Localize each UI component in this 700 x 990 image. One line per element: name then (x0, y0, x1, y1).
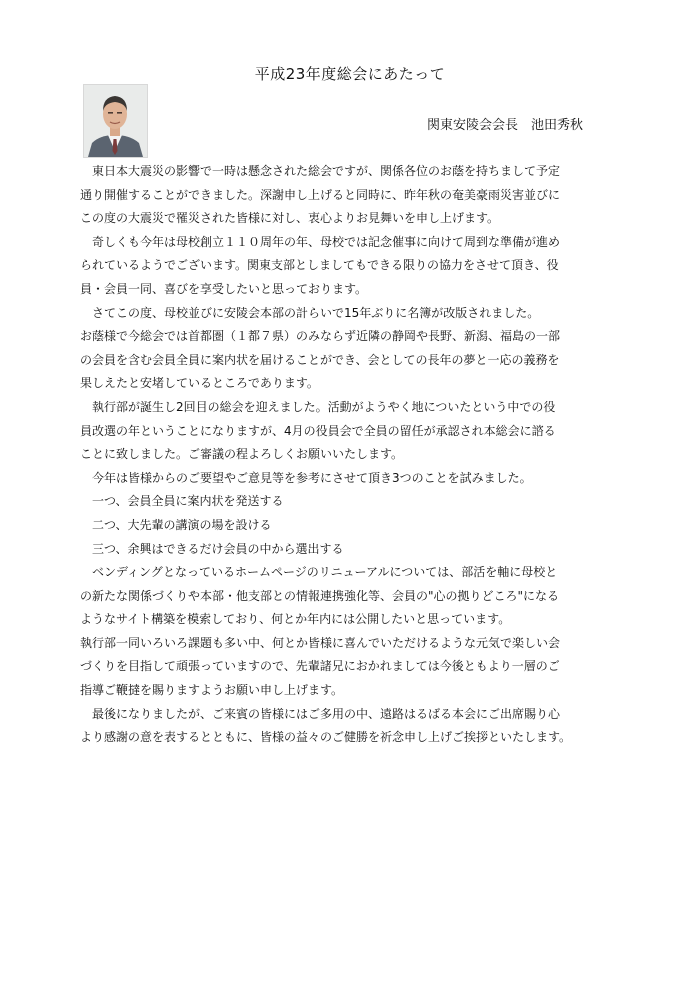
body-line: 員・会員一同、喜びを享受したいと思っております。 (80, 281, 368, 296)
body-line: さてこの度、母校並びに安陵会本部の計らいで15年ぶりに名簿が改版されました。 (80, 305, 540, 320)
list-item: 二つ、大先輩の講演の場を設ける (80, 517, 272, 532)
body-line: 果しえたと安堵しているところであります。 (80, 376, 319, 391)
message-body (80, 160, 620, 750)
body-line: 今年は皆様からのご要望やご意見等を参考にさせて頂き3つのことを試みました。 (80, 470, 532, 485)
body-line: 執行部が誕生し2回目の総会を迎えました。活動がようやく地についたという中での役 (80, 399, 556, 414)
body-line: づくりを目指して頑張っていますので、先輩諸兄におかれましては今後ともより一層のご (80, 659, 560, 674)
author-name: 関東安陵会会長 池田秀秋 (426, 118, 583, 133)
author-portrait (83, 84, 148, 158)
body-line: の新たな関係づくりや本部・他支部との情報連携強化等、会員の"心の拠りどころ"になる (80, 588, 560, 603)
portrait-image (84, 85, 147, 157)
body-line: 奇しくも今年は母校創立１１０周年の年、母校では記念催事に向けて周到な準備が進め (80, 234, 561, 249)
body-line: 最後になりましたが、ご来賓の皆様にはご多用の中、遠路はるばる本会にご出席賜り心 (80, 706, 561, 721)
body-line: より感謝の意を表するとともに、皆様の益々のご健勝を祈念申し上げご挨拶といたします。 (80, 730, 572, 745)
body-line: 東日本大震災の影響で一時は懸念された総会ですが、関係各位のお蔭を持ちまして予定 (80, 164, 561, 178)
list-item: 三つ、余興はできるだけ会員の中から選出する (80, 541, 344, 556)
body-line: お蔭様で今総会では首都圏（１都７県）のみならず近隣の静岡や長野、新潟、福島の一部 (80, 329, 561, 344)
body-line: この度の大震災で罹災された皆様に対し、衷心よりお見舞いを申し上げます。 (80, 211, 500, 226)
page-title: 平成23年度総会にあたって (254, 65, 446, 83)
body-line: られているようでございます。関東支部としましてもできる限りの協力をさせて頂き、役 (80, 258, 559, 273)
body-line: 指導ご鞭撻を賜りますようお願い申し上げます。 (80, 683, 344, 698)
body-line: ようなサイト構築を模索しており、何とか年内には公開したいと思っています。 (80, 612, 511, 627)
list-item: 一つ、会員全員に案内状を発送する (80, 494, 284, 509)
body-line: 員改選の年ということになりますが、4月の役員会で全員の留任が承認され本総会に諮る (80, 423, 556, 438)
body-line: ことに致しました。ご審議の程よろしくお願いいたします。 (80, 447, 404, 462)
body-line: 通り開催することができました。深謝申し上げると同時に、昨年秋の奄美豪雨災害並びに (80, 187, 561, 202)
body-line: ベンディングとなっているホームページのリニューアルについては、部活を軸に母校と (80, 565, 558, 580)
body-line: 執行部一同いろいろ課題も多い中、何とか皆様に喜んでいただけるような元気で楽しい会 (80, 635, 561, 650)
body-line: の会員を含む会員全員に案内状を届けることができ、会としての長年の夢と一応の義務を (80, 352, 560, 367)
